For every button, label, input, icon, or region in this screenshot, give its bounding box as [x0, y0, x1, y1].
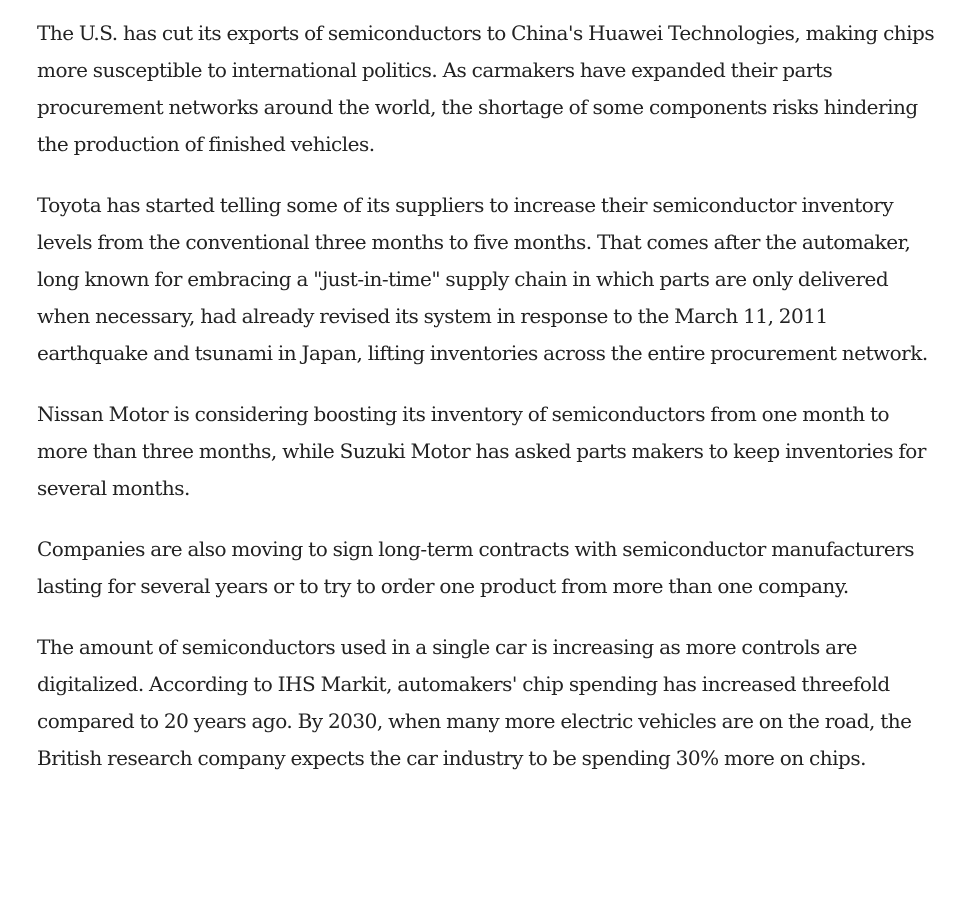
paragraph-long-term-contracts: Companies are also moving to sign long-term contracts with semiconductor manufacturers lasting for several years or to try to order one product from more than one company.: [37, 537, 915, 598]
paragraph-huawei-exports: The U.S. has cut its exports of semiconductors to China's Huawei Technologies, making chips more susceptible to international politics. As carmakers have expanded their parts procurement networks around the world, the shortage of some components risks hindering the production of finished vehicles.: [37, 21, 935, 156]
paragraph-toyota-inventory: Toyota has started telling some of its suppliers to increase their semiconductor inventory levels from the conventional three months to five months. That comes after the automaker, long known for embracing a "just-in-time" supply chain in which parts are only delivered when necessary, had already revised its system in response to the March 11, 2011 earthquake and tsunami in Japan, lifting inventories across the entire procurement network.: [37, 193, 928, 365]
paragraph-chip-spending: The amount of semiconductors used in a single car is increasing as more controls are digitalized. According to IHS Markit, automakers' chip spending has increased threefold compared to 20 years ago. By 2030, when many more electric vehicles are on the road, the British research company expects the car industry to be spending 30% more on chips.: [37, 635, 912, 770]
paragraph-nissan-suzuki: Nissan Motor is considering boosting its inventory of semiconductors from one month to more than three months, while Suzuki Motor has asked parts makers to keep inventories for several months.: [37, 402, 926, 500]
